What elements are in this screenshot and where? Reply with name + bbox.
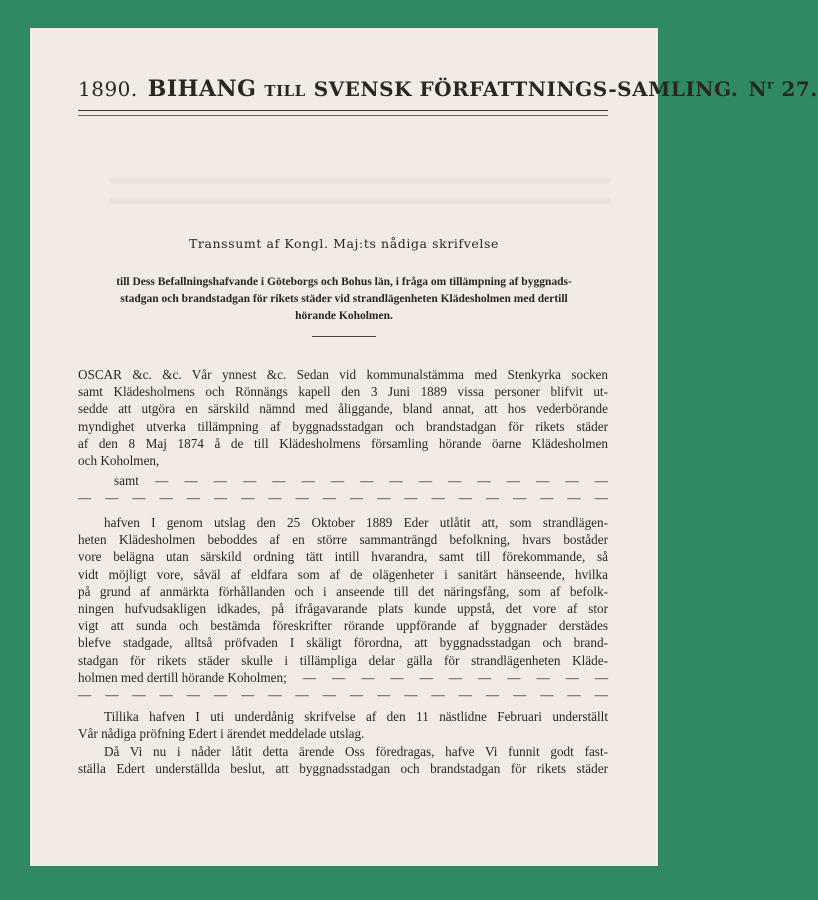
text-line: Tillika hafven I uti underdånig skrifvelse af den 11 nästlidne Februari underställt: [104, 709, 608, 724]
text-line: blefve stadgade, alltså pröfvaden I skäligt förordna, att byggnadsstadgan och brand-: [78, 635, 608, 651]
text-line: af den 8 Maj 1874 å de till Klädesholmens församling hörande öarne Klädesholmen: [78, 435, 608, 451]
document-page: [30, 28, 818, 866]
paragraph-1: [78, 366, 608, 469]
header-till: TILL: [264, 82, 306, 100]
paragraph-4: [78, 743, 608, 777]
samt-word: samt: [114, 473, 139, 488]
text-line: heten Klädesholmen beboddes af en större sammanträngd befolkning, hvars boståder: [78, 532, 608, 548]
text-line: myndighet utverka tillämpning af byggnadsstadgan och brandstadgan för rikets städer: [78, 418, 608, 434]
header-title: SVENSK FÖRFATTNINGS-SAMLING.: [313, 77, 739, 101]
text-line: och Koholmen,: [78, 453, 160, 469]
show-through-shadow: [110, 198, 610, 204]
samt-dash-block: samt — — — — — — — — — — — — — — — — — — — — — — — — — — — — — — — — — — — —: [78, 473, 608, 506]
document-subheading: till Dess Befallningshafvande i Göteborgs och Bohus län, i fråga om tillämpning af byggnads- stadgan och brandstadgan för rikets städer vid strandlägenheten Klädesholmen med dertill hörande Koholmen.: [116, 276, 572, 322]
document-heading: Transsumt af Kongl. Maj:ts nådiga skrifvelse: [188, 236, 500, 251]
page-header: [78, 76, 818, 102]
show-through-shadow: [110, 178, 610, 184]
header-year: 1890.: [78, 77, 138, 101]
text-line: på grund af anmärkta förhållanden och i anseende till det näringsfång, som af befolk-: [78, 583, 608, 599]
text-line: sedde att utgöra en särskild nämnd med åliggande, bland annat, att hos vederbörande: [78, 401, 608, 417]
section-divider: [312, 336, 376, 337]
text-line: Då Vi nu i nåder låtit detta ärende Oss föredragas, hafve Vi funnit godt fast-: [104, 744, 608, 759]
text-line: holmen med dertill hörande Koholmen;: [78, 669, 287, 685]
header-rule: [78, 110, 608, 116]
paragraph-2: hafven I genom utslag den 25 Oktober 1889 Eder utlåtit att, som strandlägen- heten Klädesholmen beboddes af en större sammanträngd befolkning, hvars boståder vore belägna utan särskild ordning tätt intill hvarandra, samt till förekommande, så vidt möjligt vore, såväl af eldfara som af de olägenheter i sanitärt hänseende, hvilka på grund af anmärkta förhållanden och i anseende till det näringsfång, som af befolk- ningen hufvudsakligen idkades, på ifrågavarande plats kunde uppstå, det vore af stor vigt att sunda och bestämda föreskrifter rörande uppförande af byggnader derstädes blefve stadgade, alltså pröfvaden I skäligt förordna, att byggnadsstadgan och brand- stadgan för rikets städer skulle i tillämpliga delar gälla för strandlägenheten Kläde- holmen med dertill hörande Koholmen; — — — — — — — — — — — — — — — — — — — — — — — — — — — — — — —: [78, 515, 608, 703]
header-bihang: BIHANG: [147, 76, 257, 102]
text-line: ställa Edert underställda beslut, att byggnadsstadgan och brandstadgan för rikets städer: [78, 761, 608, 777]
text-line: OSCAR &c. &c. Vår ynnest &c. Sedan vid kommunalstämma med Stenkyrka socken: [78, 367, 608, 382]
text-line: stadgan för rikets städer skulle i tillämpliga delar gälla för strandlägenheten Kläde-: [78, 652, 608, 668]
header-number: $N^r$ 27.: [748, 77, 818, 101]
text-line: ningen hufvudsakligen idkades, på ifrågavarande plats kunde uppstå, det vore af stor: [78, 601, 608, 617]
dash-rule: — — — — — — — — — — — — — — — — — — — —: [78, 490, 608, 506]
text-line: hafven I genom utslag den 25 Oktober 1889 Eder utlåtit att, som strandlägen-: [104, 515, 608, 530]
text-line: Vår nådiga pröfning Edert i ärendet meddelade utslag.: [78, 726, 365, 742]
text-line: vidt möjligt vore, såväl af eldfara som af de olägenheter i sanitärt hänseende, hvilka: [78, 566, 608, 582]
dash-rule: —: [155, 473, 169, 488]
dash-rule: — — — — — — — — — — — — — — — — — — — —: [78, 687, 608, 703]
text-line: vigt att sunda och bestämda föreskrifter rörande uppförande af byggnader derstädes: [78, 618, 608, 634]
paragraph-3: [78, 708, 608, 742]
text-line: vore belägna utan särskild ordning tätt intill hvarandra, samt till förekommande, så: [78, 549, 608, 565]
text-line: samt Klädesholmens och Rönnängs kapell den 3 Juni 1889 vissa personer blifvit ut-: [78, 384, 608, 400]
